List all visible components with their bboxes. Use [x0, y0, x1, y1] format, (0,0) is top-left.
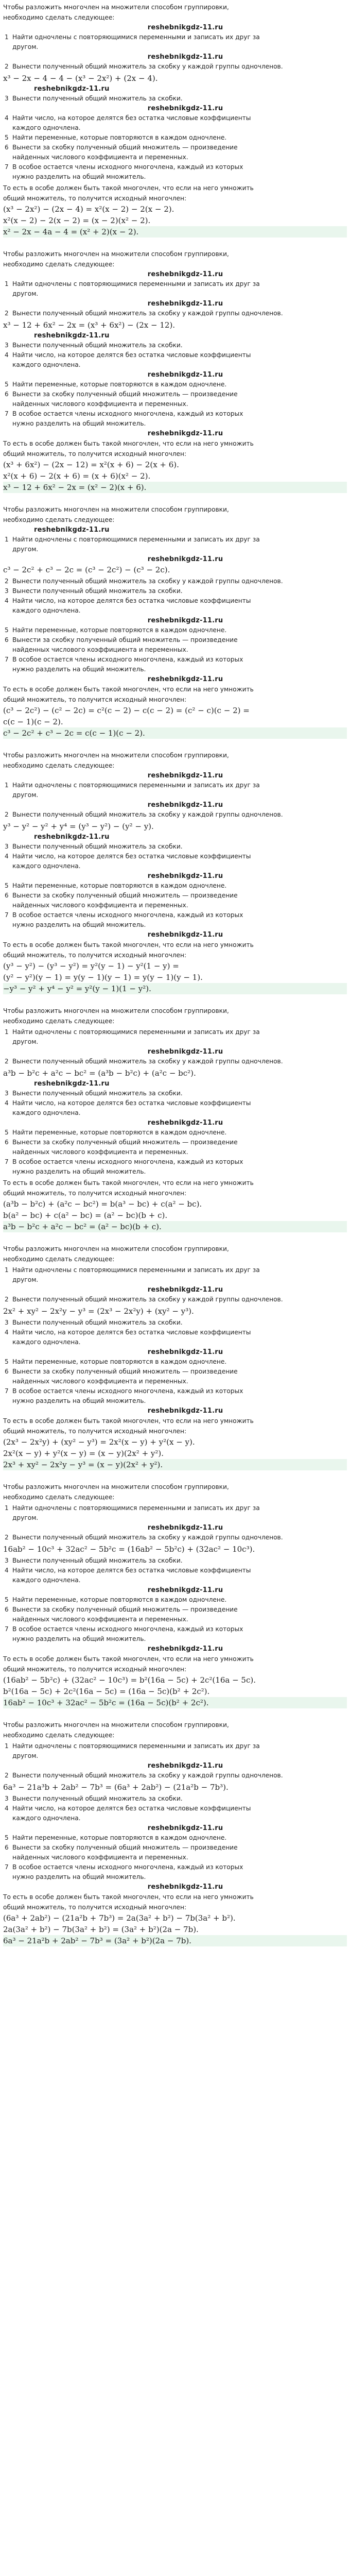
watermark: reshebnikgdz-11.ru [147, 801, 223, 809]
step-item: 5 Найти переменные, которые повторяются в каждом одночлене. [5, 882, 227, 889]
solution-block-8 [3, 1720, 347, 1946]
intro-text: общий множитель, то получится исходный многочлен: [3, 1428, 187, 1435]
step-item: 6 Вынести за скобку полученный общий множитель — произведение [5, 144, 238, 151]
solution-block-1 [3, 2, 347, 238]
step-item: другом. [12, 1276, 39, 1283]
intro-text: То есть в особе должен быть такой многочлен, что если на него умножить [3, 184, 254, 192]
math-line: (c³ − 2c²) − (c² − 2c) = c²(c − 2) − c(c − 2) = (c² − c)(c − 2) = [3, 706, 250, 715]
step-item: 7 В особое остается члены исходного многочлена, каждый из которых [5, 410, 243, 417]
watermark: reshebnikgdz-11.ru [147, 772, 223, 779]
step-item: найденных числового коэффициента и переменных. [12, 1148, 188, 1156]
step-item: 5 Найти переменные, которые повторяются в каждом одночлене. [5, 1834, 227, 1841]
steps-list [3, 810, 347, 820]
step-number: 1 [5, 33, 9, 41]
step-item: 2 Вынести полученный общий множитель за скобку у каждой группы одночленов. [5, 811, 283, 818]
intro-text: общий множитель, то получится исходный многочлен: [3, 450, 187, 457]
intro-text: То есть в особе должен быть такой многочлен, что если на него умножить [3, 1179, 254, 1187]
steps-list [3, 781, 347, 800]
step-item: каждого одночлена. [12, 862, 81, 870]
solution-block-2 [3, 249, 347, 493]
step-item: 3 Вынести полученный общий множитель за скобки. [5, 1795, 183, 1802]
steps-list [3, 1503, 347, 1523]
steps-list [3, 341, 347, 370]
intro-text: общий множитель, то получится исходный многочлен: [3, 952, 187, 959]
steps-list [3, 32, 347, 52]
watermark: reshebnikgdz-11.ru [147, 872, 223, 880]
step-item: каждого одночлена. [12, 361, 81, 368]
step-item: 1 Найти одночлены с повторяющимися переменными и записать их друг за [5, 1504, 260, 1512]
step-item: 1 Найти одночлены с повторяющимися переменными и записать их друг за [3, 32, 347, 42]
math-line: (16ab² − 5b²c) + (32ac² − 10c³) = b²(16a − 5c) + 2c²(16a − 5c). [3, 1675, 256, 1685]
intro-text: То есть в особе должен быть такой многочлен, что если на него умножить [3, 1417, 254, 1425]
step-item: каждого одночлена. [12, 607, 81, 614]
step-item: 3 Вынести полученный общий множитель за скобки. [5, 1090, 183, 1097]
intro-text: Чтобы разложить многочлен на множители способом группировки, [3, 506, 229, 513]
watermark: reshebnikgdz-11.ru [147, 1645, 223, 1653]
step-item: 6 Вынести за скобку полученный общий множитель — произведение [5, 391, 238, 398]
step-item: другом. [12, 1514, 39, 1521]
math-line: b²(16a − 5c) + 2c²(16a − 5c) = (16a − 5c)(b² + 2c²). [3, 1687, 210, 1696]
math-line: (x³ − 2x²) − (2x − 4) = x²(x − 2) − 2(x − 2). [3, 205, 174, 214]
step-item: 7 В особое остается члены исходного многочлена, каждый из которых [5, 1387, 243, 1395]
step-item: нужно разделить на общий множитель. [12, 1168, 146, 1175]
math-line: (y³ − y²) − (y³ − y²) = y²(y − 1) − y²(1 − y) = [3, 961, 179, 971]
step-item: каждого одночлена. [12, 1577, 81, 1584]
step-item: 1 Найти одночлены с повторяющимися переменными и записать их друг за [5, 536, 260, 543]
math-answer: 16ab² − 10c³ + 32ac² − 5b²c = (16a − 5c)(b² + 2c²). [3, 1697, 347, 1708]
step-item: 1 Найти одночлены с повторяющимися переменными и записать их друг за [5, 1266, 260, 1274]
steps-list [3, 1595, 347, 1644]
step-item: 2 Вынести полученный общий множитель за скобку у каждой группы одночленов. [5, 310, 283, 317]
step-item: найденных числового коэффициента и переменных. [12, 646, 188, 653]
watermark: reshebnikgdz-11.ru [147, 1586, 223, 1594]
solution-block-3 [3, 504, 347, 739]
steps-list [3, 1833, 347, 1882]
math-line: c³ − 2c² + c³ − 2c = (c³ − 2c²) − (c³ − 2c). [3, 565, 170, 574]
math-line: c(c − 1)(c − 2). [3, 717, 63, 726]
steps-list [3, 1128, 347, 1177]
math-line: x²(x − 2) − 2(x − 2) = (x − 2)(x² − 2). [3, 216, 151, 225]
step-item: найденных числового коэффициента и переменных. [12, 1378, 188, 1385]
intro-text: необходимо сделать следующее: [3, 1494, 115, 1501]
steps-list [3, 535, 347, 554]
math-line: 16ab² − 10c³ + 32ac² − 5b²c = (16ab² − 5b²c) + (32ac² − 10c³). [3, 1545, 255, 1554]
steps-list [3, 881, 347, 930]
math-line: 2x² + xy² − 2x²y − y³ = (2x³ − 2x²y) + (xy² − y³). [3, 1307, 194, 1316]
math-line: (6a³ + 2ab²) − (21a²b + 7b³) = 2a(3a² + b²) − 7b(3a² + b²). [3, 1913, 236, 1923]
intro-text: необходимо сделать следующее: [3, 14, 115, 21]
intro-text: Чтобы разложить многочлен на множители способом группировки, [3, 250, 229, 258]
solution-block-6 [3, 1244, 347, 1470]
step-item: 4 Найти число, на которое делятся без остатка числовые коэффициенты [5, 1329, 251, 1336]
steps-list [3, 380, 347, 429]
step-item: 4 Найти число, на которое делятся без остатка числовые коэффициенты [5, 1567, 251, 1574]
step-item: нужно разделить на общий множитель. [12, 1397, 146, 1404]
steps-list [3, 1533, 347, 1543]
solution-block-5 [3, 1006, 347, 1232]
step-item: найденных числового коэффициента и переменных. [12, 902, 188, 909]
steps-list [3, 1318, 347, 1347]
intro-text: Чтобы разложить многочлен на множители способом группировки, [3, 752, 229, 759]
step-item: 5 Найти переменные, которые повторяются в каждом одночлене. [5, 134, 227, 141]
watermark: reshebnikgdz-11.ru [147, 270, 223, 278]
step-item: 3 Вынести полученный общий множитель за скобки. [5, 342, 183, 349]
step-item: 7 В особое остается члены исходного многочлена, каждый из которых [5, 1625, 243, 1633]
math-line: x²(x + 6) − 2(x + 6) = (x + 6)(x² − 2). [3, 471, 151, 481]
intro-text: То есть в особе должен быть такой многочлен, что если на него умножить [3, 440, 254, 447]
steps-list [3, 1057, 347, 1066]
steps-list [3, 1357, 347, 1406]
steps-list [3, 1089, 347, 1118]
step-item: другом. [12, 1038, 39, 1045]
watermark: reshebnikgdz-11.ru [147, 1119, 223, 1127]
step-item: 3 Вынести полученный общий множитель за скобки. [5, 587, 183, 595]
step-item: 5 Найти переменные, которые повторяются в каждом одночлене. [5, 1358, 227, 1365]
watermark: reshebnikgdz-11.ru [147, 1048, 223, 1056]
intro-text: общий множитель, то получится исходный многочлен: [3, 696, 187, 703]
math-line: a³b − b²c + a²c − bc² = (a³b − b²c) + (a²c − bc²). [3, 1069, 196, 1078]
step-item: 6 Вынести за скобку полученный общий множитель — произведение [5, 1368, 238, 1375]
math-line: 2x²(x − y) + y²(x − y) = (x − y)(2x² + y²). [3, 1449, 164, 1458]
step-item: 6 Вынести за скобку полученный общий множитель — произведение [5, 1606, 238, 1613]
step-item: другом. [12, 546, 39, 553]
steps-list [3, 625, 347, 674]
math-answer: x² − 2x − 4a − 4 = (x² + 2)(x − 2). [3, 226, 347, 238]
step-item: 1 Найти одночлены с повторяющимися переменными и записать их друг за [5, 782, 260, 789]
step-item: 2 Вынести полученный общий множитель за скобку у каждой группы одночленов. [5, 63, 283, 70]
watermark: reshebnikgdz-11.ru [147, 1407, 223, 1415]
steps-list [3, 94, 347, 104]
watermark: reshebnikgdz-11.ru [34, 1080, 110, 1088]
intro-text: необходимо сделать следующее: [3, 261, 115, 268]
watermark: reshebnikgdz-11.ru [147, 1762, 223, 1770]
math-answer: −y³ − y² + y⁴ − y² = y²(y − 1)(1 − y²). [3, 983, 347, 994]
step-item: 3 Вынести полученный общий множитель за скобки. [5, 843, 183, 850]
intro-text: То есть в особе должен быть такой многочлен, что если на него умножить [3, 1893, 254, 1901]
step-item: найденных числового коэффициента и переменных. [12, 1616, 188, 1623]
watermark: reshebnikgdz-11.ru [34, 332, 110, 340]
watermark: reshebnikgdz-11.ru [147, 931, 223, 939]
step-item: 4 Найти число, на которое делятся без остатка числовые коэффициенты [5, 597, 251, 604]
watermark: reshebnikgdz-11.ru [147, 1286, 223, 1294]
math-line: (a³b − b²c) + (a²c − bc²) = b(a³ − bc) + c(a² − bc). [3, 1199, 202, 1209]
steps-list [3, 1741, 347, 1761]
step-item: 4 Найти число, на которое делятся без остатка числовые коэффициенты [5, 351, 251, 359]
step-item: 3 Вынести полученный общий множитель за скобки. [5, 1319, 183, 1326]
step-item: найденных числового коэффициента и переменных. [12, 1854, 188, 1861]
step-item: 5 Найти переменные, которые повторяются в каждом одночлене. [5, 626, 227, 634]
watermark: reshebnikgdz-11.ru [147, 1348, 223, 1356]
intro-text: Чтобы разложить многочлен на множители способом группировки, [3, 1007, 229, 1014]
math-answer: x³ − 12 + 6x² − 2x = (x² − 2)(x + 6). [3, 482, 347, 493]
steps-list [3, 577, 347, 616]
intro-text: необходимо сделать следующее: [3, 1256, 115, 1263]
step-item: 1 Найти одночлены с повторяющимися переменными и записать их друг за [5, 1028, 260, 1036]
step-item: каждого одночлена. [12, 1338, 81, 1346]
step-item: нужно разделить на общий множитель. [12, 921, 146, 928]
intro-text: общий множитель, то получится исходный многочлен: [3, 1666, 187, 1673]
intro-text: Чтобы разложить многочлен на множители способом группировки, [3, 1721, 229, 1728]
solution-block-7 [3, 1482, 347, 1708]
math-line: 6a³ − 21a³b + 2ab² − 7b³ = (6a³ + 2ab²) − (21a²b − 7b³). [3, 1783, 229, 1792]
intro-text: Чтобы разложить многочлен на множители способом группировки, [3, 4, 229, 11]
intro-text: необходимо сделать следующее: [3, 762, 115, 769]
watermark: reshebnikgdz-11.ru [147, 555, 223, 563]
intro-text: необходимо сделать следующее: [3, 1732, 115, 1739]
step-item: 7 В особое остается члены исходного многочлена, каждый из которых [5, 163, 243, 171]
steps-list [3, 309, 347, 318]
step-item: другом. [12, 1752, 39, 1759]
intro-text: Чтобы разложить многочлен на множители способом группировки, [3, 1483, 229, 1490]
math-answer: 2x³ + xy² − 2x²y − y³ = (x − y)(2x² + y²). [3, 1459, 347, 1470]
math-answer: 6a³ − 21a²b + 2ab² − 7b³ = (3a² + b²)(2a − 7b). [3, 1935, 347, 1946]
step-item: 5 Найти переменные, которые повторяются в каждом одночлене. [5, 381, 227, 388]
watermark: reshebnikgdz-11.ru [147, 430, 223, 437]
steps-list [3, 842, 347, 871]
step-item: 6 Вынести за скобку полученный общий множитель — произведение [5, 1139, 238, 1146]
watermark: reshebnikgdz-11.ru [147, 1524, 223, 1532]
watermark: reshebnikgdz-11.ru [147, 53, 223, 61]
math-answer: a³b − b²c + a²c − bc² = (a² − bc)(b + c). [3, 1221, 347, 1232]
step-item: 3 Вынести полученный общий множитель за скобки. [5, 95, 183, 102]
steps-list [3, 62, 347, 72]
step-item: 3 Вынести полученный общий множитель за скобки. [5, 1557, 183, 1564]
step-item: 5 Найти переменные, которые повторяются в каждом одночлене. [5, 1596, 227, 1603]
watermark: reshebnikgdz-11.ru [147, 105, 223, 112]
step-item: найденных числового коэффициента и переменных. [12, 400, 188, 408]
step-item: нужно разделить на общий множитель. [12, 173, 146, 180]
step-item: другом. [12, 791, 39, 799]
math-line: b(a² − bc) + c(a² − bc) = (a² − bc)(b + c). [3, 1211, 168, 1220]
step-item: нужно разделить на общий множитель. [12, 1635, 146, 1642]
step-item: 5 Найти переменные, которые повторяются в каждом одночлене. [5, 1129, 227, 1136]
steps-list [3, 1027, 347, 1047]
math-line: 2a(3a² + b²) − 7b(3a² + b²) = (3a² + b²)(2a − 7b). [3, 1925, 199, 1934]
steps-list [3, 1265, 347, 1285]
steps-list [3, 1295, 347, 1304]
math-line: (y² − y²)(y − 1) = y(y − 1)(y − 1) = y(y − 1)(y − 1). [3, 973, 203, 982]
watermark: reshebnikgdz-11.ru [147, 371, 223, 379]
step-item: 2 Вынести полученный общий множитель за скобку у каждой группы одночленов. [5, 1296, 283, 1303]
step-item: 6 Вынести за скобку полученный общий множитель — произведение [5, 636, 238, 643]
step-item: 6 Вынести за скобку полученный общий множитель — произведение [5, 892, 238, 899]
watermark: reshebnikgdz-11.ru [147, 24, 223, 31]
step-item: каждого одночлена. [12, 1815, 81, 1822]
step-item: 6 Вынести за скобку полученный общий множитель — произведение [5, 1844, 238, 1851]
intro-text: необходимо сделать следующее: [3, 516, 115, 523]
intro-text: общий множитель, то получится исходный многочлен: [3, 1904, 187, 1911]
steps-list [3, 113, 347, 182]
step-item: другом. [12, 43, 39, 50]
step-item: 7 В особое остается члены исходного многочлена, каждый из которых [5, 1158, 243, 1165]
math-line: x³ − 12 + 6x² − 2x = (x³ + 6x²) − (2x − 12). [3, 320, 176, 330]
watermark: reshebnikgdz-11.ru [147, 300, 223, 308]
steps-list [3, 1771, 347, 1781]
watermark: reshebnikgdz-11.ru [147, 675, 223, 683]
step-item: нужно разделить на общий множитель. [12, 666, 146, 673]
watermark: reshebnikgdz-11.ru [147, 617, 223, 624]
math-line: (2x³ − 2x²y) + (xy² − y³) = 2x²(x − y) + y²(x − y). [3, 1437, 195, 1447]
step-item: 2 Вынести полученный общий множитель за скобку у каждой группы одночленов. [5, 1058, 283, 1065]
step-item: 1 Найти одночлены с повторяющимися переменными и записать их друг за [5, 1742, 260, 1750]
step-item: другом. [12, 290, 39, 297]
watermark: reshebnikgdz-11.ru [34, 833, 110, 841]
step-item: 4 Найти число, на которое делятся без остатка числовые коэффициенты [5, 853, 251, 860]
step-item: 7 В особое остается члены исходного многочлена, каждый из которых [5, 911, 243, 919]
steps-list [3, 1794, 347, 1823]
intro-text: Чтобы разложить многочлен на множители способом группировки, [3, 1245, 229, 1252]
intro-text: То есть в особе должен быть такой многочлен, что если на него умножить [3, 686, 254, 693]
solution-block-4 [3, 750, 347, 994]
intro-text: То есть в особе должен быть такой многочлен, что если на него умножить [3, 1655, 254, 1663]
step-item: 4 Найти число, на которое делятся без остатка числовые коэффициенты [5, 1099, 251, 1107]
watermark: reshebnikgdz-11.ru [34, 526, 110, 534]
watermark: reshebnikgdz-11.ru [147, 1824, 223, 1832]
step-item: каждого одночлена. [12, 124, 81, 131]
step-item: 2 Вынести полученный общий множитель за скобку у каждой группы одночленов. [5, 1534, 283, 1541]
intro-text: общий множитель, то получится исходный многочлен: [3, 195, 187, 202]
intro-text: То есть в особе должен быть такой многочлен, что если на него умножить [3, 941, 254, 948]
intro-text: общий множитель, то получится исходный многочлен: [3, 1190, 187, 1197]
steps-list [3, 1556, 347, 1585]
watermark: reshebnikgdz-11.ru [34, 85, 110, 93]
step-item: 4 Найти число, на которое делятся без остатка числовые коэффициенты [5, 1805, 251, 1812]
steps-list [3, 279, 347, 299]
step-item: найденных числового коэффициента и переменных. [12, 154, 188, 161]
step-item: 2 Вынести полученный общий множитель за скобку у каждой группы одночленов. [5, 578, 283, 585]
step-item: 1 Найти одночлены с повторяющимися переменными и записать их друг за [5, 280, 260, 287]
step-item: нужно разделить на общий множитель. [12, 1873, 146, 1880]
step-item: 7 В особое остается члены исходного многочлена, каждый из которых [5, 1863, 243, 1871]
math-line: x³ − 2x − 4 − 4 − (x³ − 2x²) + (2x − 4). [3, 74, 158, 83]
intro-text: необходимо сделать следующее: [3, 1018, 115, 1025]
step-item: 7 В особое остается члены исходного многочлена, каждый из которых [5, 656, 243, 663]
math-answer: c³ − 2c² + c³ − 2c = c(c − 1)(c − 2). [3, 727, 347, 739]
step-item: нужно разделить на общий множитель. [12, 420, 146, 427]
math-line: (x³ + 6x²) − (2x − 12) = x²(x + 6) − 2(x + 6). [3, 460, 179, 469]
step-item: 2 Вынести полученный общий множитель за скобку у каждой группы одночленов. [5, 1772, 283, 1779]
watermark: reshebnikgdz-11.ru [147, 1883, 223, 1891]
step-item: каждого одночлена. [12, 1109, 81, 1116]
step-item: 4 Найти число, на которое делятся без остатка числовые коэффициенты [5, 114, 251, 122]
math-line: y³ − y² − y² + y⁴ = (y³ − y²) − (y² − y). [3, 822, 154, 831]
